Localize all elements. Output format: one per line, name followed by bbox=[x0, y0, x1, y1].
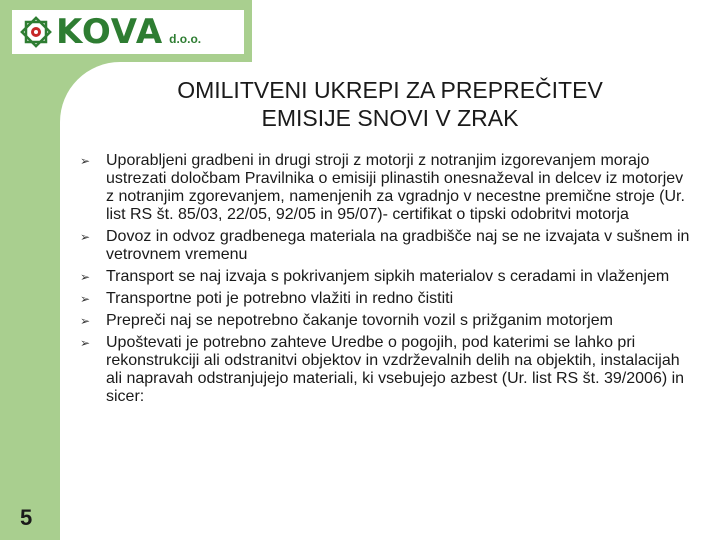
list-item bbox=[80, 312, 695, 330]
kova-rosette-logo-icon bbox=[20, 16, 52, 48]
bullet-text: Upoštevati je potrebno zahteve Uredbe o pogojih, pod katerimi se lahko pri rekonstrukciji ali odstranitvi objektov in vzdrževalnih delih na objektih, instalacijah ali napravah odstranjujejo materiali, ki vsebujejo azbest (Ur. list RS št. 39/2006) in sicer: bbox=[106, 334, 685, 405]
list-item bbox=[80, 334, 695, 406]
slide-title: OMILITVENI UKREPI ZA PREPREČITEV EMISIJE SNOVI V ZRAK bbox=[177, 77, 603, 131]
bullet-text: Transport se naj izvaja s pokrivanjem sipkih materialov s ceradami in vlaženjem bbox=[106, 268, 670, 285]
logo-suffix: d.o.o. bbox=[169, 32, 202, 46]
logo-wordmark: KOVA bbox=[56, 12, 164, 52]
company-logo bbox=[12, 10, 244, 54]
list-item bbox=[80, 268, 695, 286]
arrowhead-bullet-icon: ➢ bbox=[80, 314, 91, 328]
page-number: 5 bbox=[20, 505, 33, 530]
arrowhead-bullet-icon: ➢ bbox=[80, 230, 91, 244]
bullet-list bbox=[80, 152, 695, 410]
bullet-text: Uporabljeni gradbeni in drugi stroji z motorji z notranjim izgorevanjem morajo ustrezati določbam Pravilnika o emisiji plinastih onesnaževal in delcev iz motorjev z notranjim zgorevanjem, namenjenih za vgradnjo v necestne premične stroje (Ur. list RS št. 85/03, 22/05, 92/05 in 95/07)- certifikat o tipski odobritvi motorja bbox=[106, 152, 685, 223]
arrowhead-bullet-icon: ➢ bbox=[80, 154, 91, 168]
arrowhead-bullet-icon: ➢ bbox=[80, 270, 91, 284]
bullet-text: Transportne poti je potrebno vlažiti in redno čistiti bbox=[106, 290, 454, 307]
bullet-text: Prepreči naj se nepotrebno čakanje tovornih vozil s prižganim motorjem bbox=[106, 312, 613, 329]
list-item bbox=[80, 290, 695, 308]
list-item bbox=[80, 228, 695, 264]
arrowhead-bullet-icon: ➢ bbox=[80, 292, 91, 306]
list-item bbox=[80, 152, 695, 224]
left-decor-band bbox=[0, 0, 60, 540]
arrowhead-bullet-icon: ➢ bbox=[80, 336, 91, 350]
bullet-text: Dovoz in odvoz gradbenega materiala na gradbišče naj se ne izvajata v sušnem in vetrovnem vremenu bbox=[106, 228, 690, 263]
